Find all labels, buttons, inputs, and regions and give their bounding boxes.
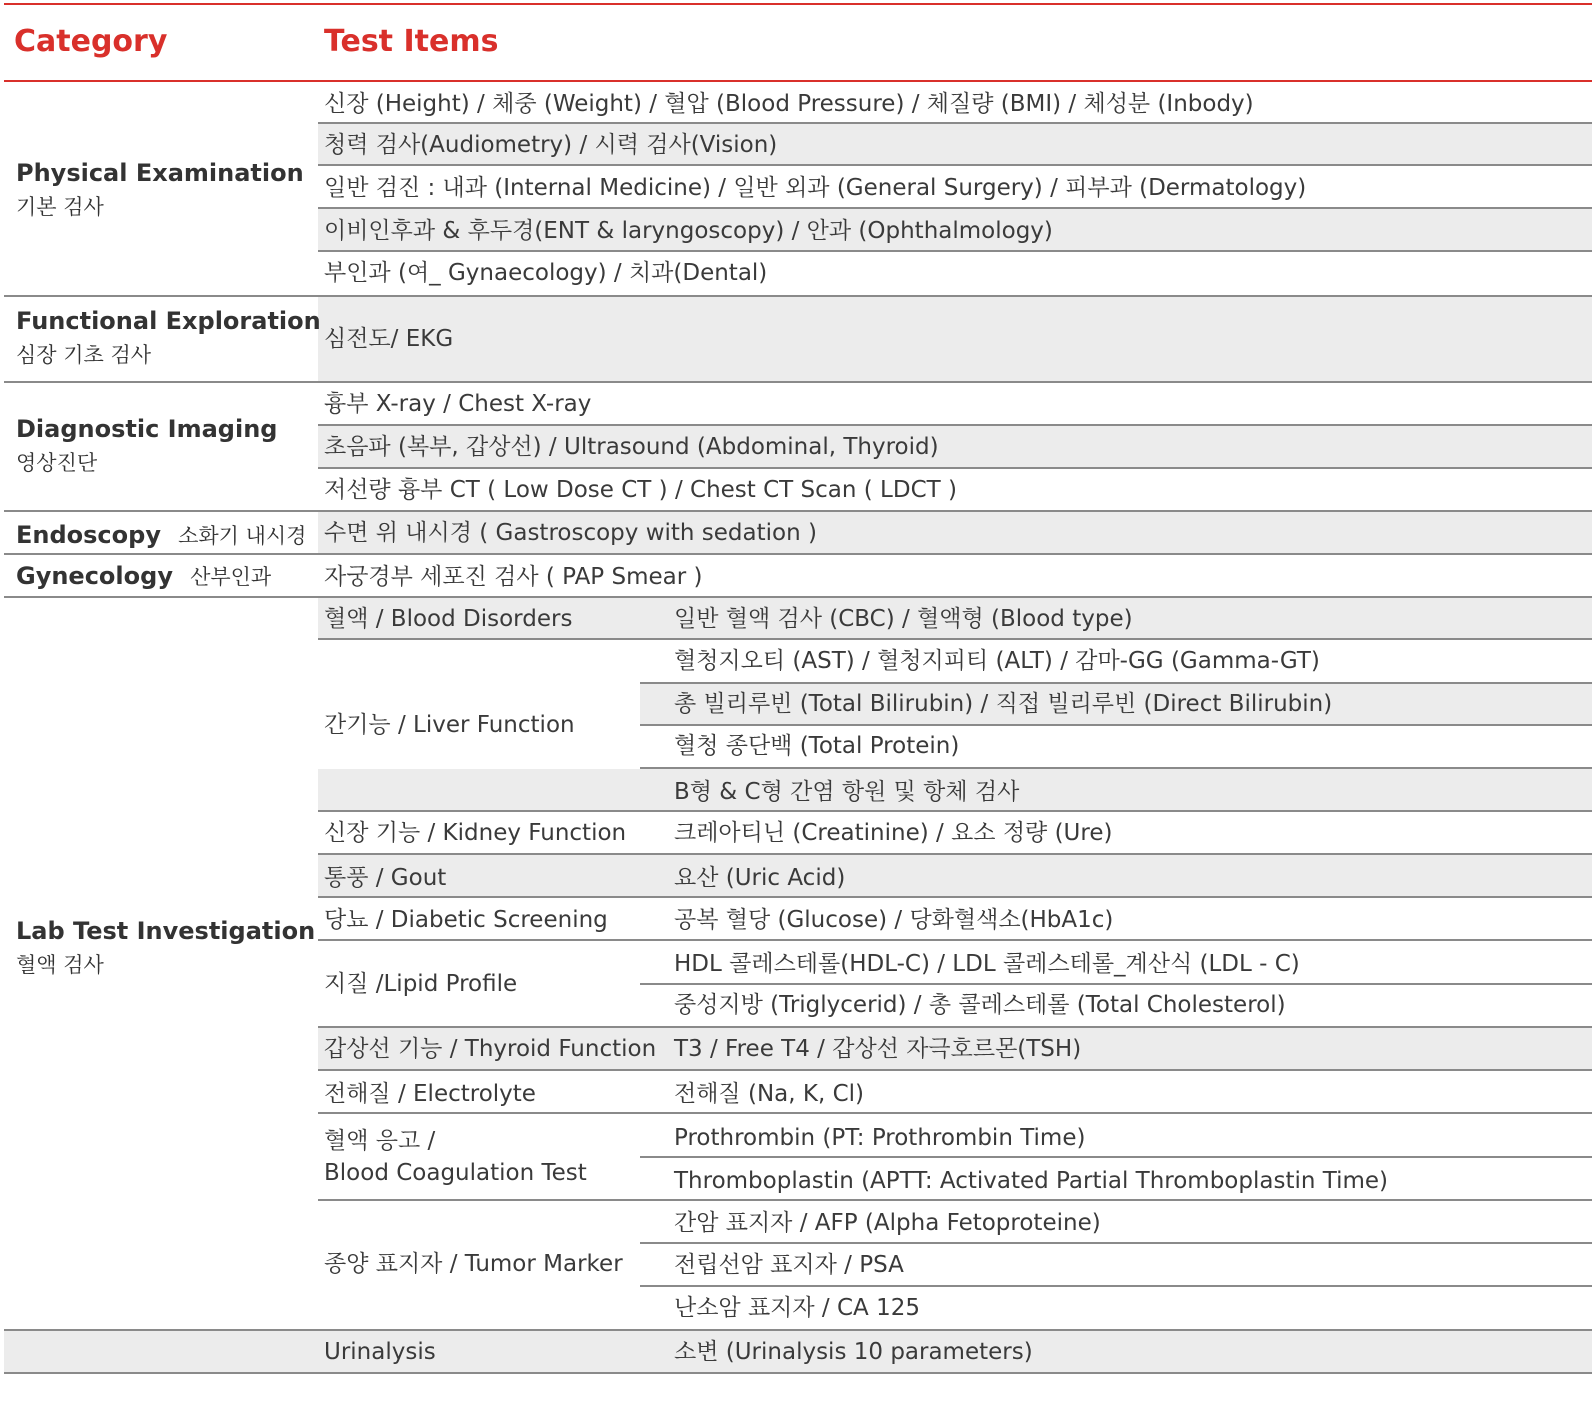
table-row: 청력 검사(Audiometry) / 시력 검사(Vision) xyxy=(318,124,1592,166)
category-gynecology: Gynecology 산부인과 xyxy=(16,562,272,590)
table-row: 흉부 X-ray / Chest X-ray xyxy=(318,383,1592,426)
lab-group-gout: 통풍 / Gout 요산 (Uric Acid) xyxy=(318,855,1592,898)
table-row: Thromboplastin (APTT: Activated Partial Thromboplastin Time) xyxy=(674,1168,1388,1194)
table-row: 심전도/ EKG xyxy=(318,297,1592,382)
table-row: 총 빌리루빈 (Total Bilirubin) / 직접 빌리루빈 (Direct Bilirubin) xyxy=(640,684,1592,726)
table-row: 신장 (Height) / 체중 (Weight) / 혈압 (Blood Pressure) / 체질량 (BMI) / 체성분 (Inbody) xyxy=(318,82,1592,124)
category-functional-exploration: Functional Exploration 심장 기초 검사 xyxy=(16,307,321,367)
table-row: 혈청 종단백 (Total Protein) xyxy=(640,726,1592,769)
table-row: 초음파 (복부, 갑상선) / Ultrasound (Abdominal, Thyroid) xyxy=(318,426,1592,469)
table-row: B형 & C형 간염 항원 및 항체 검사 xyxy=(318,769,1592,810)
category-lab-test-investigation: Lab Test Investigation 혈액 검사 xyxy=(16,917,316,977)
table-row: 자궁경부 세포진 검사 ( PAP Smear ) xyxy=(324,564,703,590)
lab-group-liver-function: 간기능 / Liver Function 혈청지오티 (AST) / 혈청지피티 (ALT) / 감마-GG (Gamma-GT) 총 빌리루빈 (Total Bilirubin) / 직접 빌리루빈 (Direct Bilirubin) 혈청 종단백 (Total Protein) B형 & C형 간염 항원 및 항체 검사 xyxy=(318,640,1592,812)
lab-group-blood-disorders: 혈액 / Blood Disorders 일반 혈액 검사 (CBC) / 혈액형 (Blood type) xyxy=(318,598,1592,640)
top-rule xyxy=(4,3,1592,5)
lab-group-electrolyte: 전해질 / Electrolyte 전해질 (Na, K, Cl) xyxy=(318,1071,1592,1114)
table-row: 이비인후과 & 후두경(ENT & laryngoscopy) / 안과 (Ophthalmology) xyxy=(318,209,1592,252)
header-test-items: Test Items xyxy=(324,24,499,59)
category-physical-examination: Physical Examination 기본 검사 xyxy=(16,159,304,219)
table-row: Prothrombin (PT: Prothrombin Time) xyxy=(640,1114,1592,1158)
lab-group-diabetic-screening: 당뇨 / Diabetic Screening 공복 혈당 (Glucose) / 당화혈색소(HbA1c) xyxy=(318,898,1592,941)
category-diagnostic-imaging: Diagnostic Imaging 영상진단 xyxy=(16,415,278,475)
table-row: 중성지방 (Triglycerid) / 총 콜레스테롤 (Total Cholesterol) xyxy=(674,992,1286,1018)
table-row: 부인과 (여_ Gynaecology) / 치과(Dental) xyxy=(324,260,768,286)
lab-group-tumor-marker: 종양 표지자 / Tumor Marker 간암 표지자 / AFP (Alpha Fetoproteine) 전립선암 표지자 / PSA 난소암 표지자 / CA 125 xyxy=(318,1201,1592,1330)
lab-group-blood-coagulation: 혈액 응고 / Blood Coagulation Test Prothrombin (PT: Prothrombin Time) Thromboplastin (APTT: Activated Partial Thromboplastin Time) xyxy=(318,1114,1592,1201)
category-endoscopy: Endoscopy 소화기 내시경 xyxy=(16,521,307,549)
table-row: 일반 검진 : 내과 (Internal Medicine) / 일반 외과 (General Surgery) / 피부과 (Dermatology) xyxy=(318,166,1592,209)
lab-group-thyroid-function: 갑상선 기능 / Thyroid Function T3 / Free T4 / 갑상선 자극호르몬(TSH) xyxy=(318,1028,1592,1071)
table-row: HDL 콜레스테롤(HDL-C) / LDL 콜레스테롤_계산식 (LDL - C) xyxy=(640,941,1592,985)
table-row: 간암 표지자 / AFP (Alpha Fetoproteine) xyxy=(640,1201,1592,1244)
table-row: 난소암 표지자 / CA 125 xyxy=(674,1295,920,1321)
header-category: Category xyxy=(14,24,168,59)
lab-group-lipid-profile: 지질 /Lipid Profile HDL 콜레스테롤(HDL-C) / LDL 콜레스테롤_계산식 (LDL - C) 중성지방 (Triglycerid) / 총 콜레스테롤 (Total Cholesterol) xyxy=(318,941,1592,1028)
table-row: 수면 위 내시경 ( Gastroscopy with sedation ) xyxy=(318,512,1592,554)
table-row: 저선량 흉부 CT ( Low Dose CT ) / Chest CT Scan ( LDCT ) xyxy=(324,477,957,503)
table-row: 혈청지오티 (AST) / 혈청지피티 (ALT) / 감마-GG (Gamma-GT) xyxy=(640,640,1592,684)
urinalysis-row: Urinalysis 소변 (Urinalysis 10 parameters) xyxy=(4,1331,1592,1374)
table-row: 전립선암 표지자 / PSA xyxy=(640,1244,1592,1287)
lab-group-kidney-function: 신장 기능 / Kidney Function 크레아티닌 (Creatinine) / 요소 정량 (Ure) xyxy=(318,812,1592,855)
